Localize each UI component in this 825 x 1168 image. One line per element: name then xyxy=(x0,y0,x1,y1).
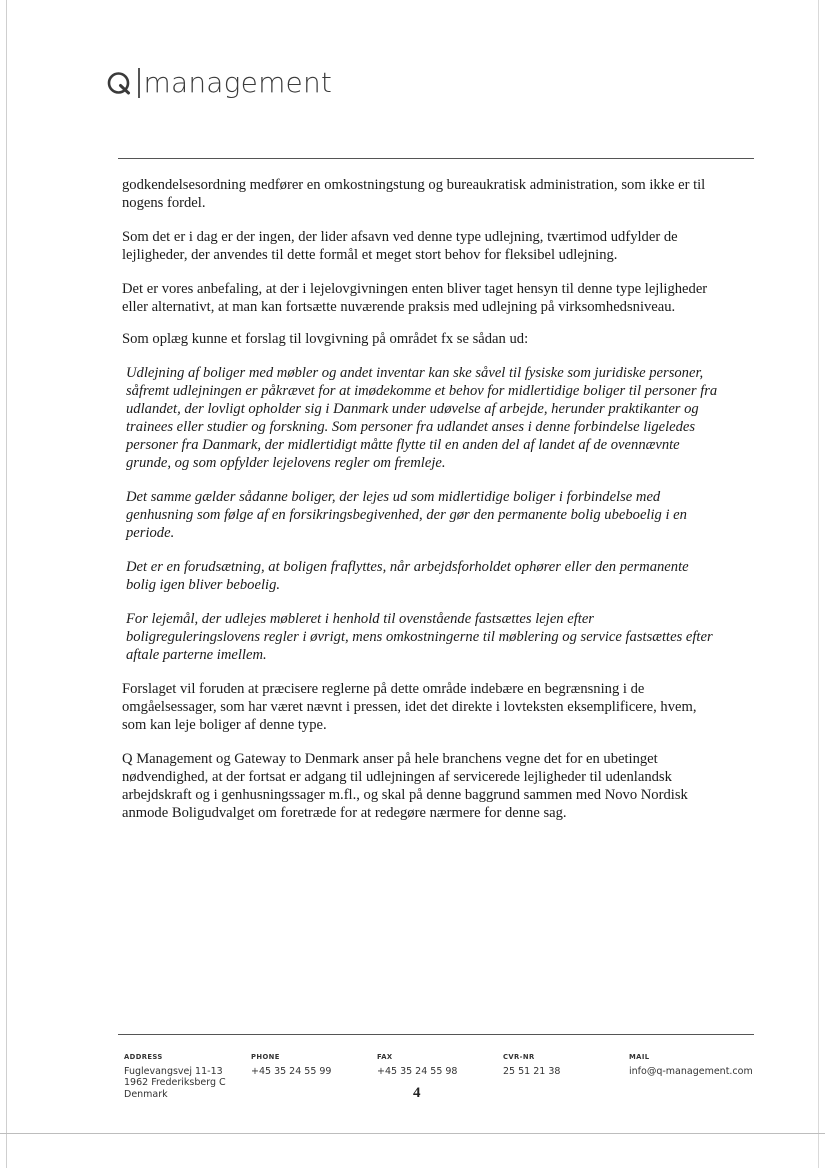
footer-label: ADDRESS xyxy=(124,1053,163,1061)
proposal-paragraph: Det er en forudsætning, at boligen fraflyttes, når arbejdsforholdet ophører eller den permanente bolig igen bliver beboelig. xyxy=(126,559,689,593)
address-line: Denmark xyxy=(124,1088,168,1100)
footer-phone xyxy=(251,1052,331,1077)
proposal-paragraph: Det samme gælder sådanne boliger, der lejes ud som midlertidige boliger i forbindelse med genhusning som følge af en forsikringsbegivenhed, der gør den permanente bolig ubeboelig i en periode. xyxy=(126,489,687,541)
footer-label: PHONE xyxy=(251,1053,280,1061)
proposal-paragraph: For lejemål, der udlejes møbleret i henhold til ovenstående fastsættes lejen efter boligreguleringslovens regler i øvrigt, mens omkostningerne til møblering og service fastsættes efter aftale parterne imellem. xyxy=(126,611,713,663)
company-logo xyxy=(106,66,332,99)
q-logo-icon xyxy=(106,70,132,96)
logo-text: management xyxy=(143,66,333,99)
footer-cvr xyxy=(503,1052,560,1077)
paragraph: Forslaget vil foruden at præcisere reglerne på dette område indebære en begrænsning i de omgåelsessager, som har været nævnt i pressen, idet det direkte i lovteksten eksemplificere, hvem, som kan leje boliger af denne type. xyxy=(122,681,697,733)
paragraph: Som det er i dag er der ingen, der lider afsavn ved denne type udlejning, tværtimod udfylder de lejligheder, der anvendes til dette formål et meget stort behov for fleksibel udlejning. xyxy=(122,229,678,263)
address-line: 1962 Frederiksberg C xyxy=(124,1077,226,1088)
fax-value: +45 35 24 55 98 xyxy=(377,1065,458,1077)
paragraph: godkendelsesordning medfører en omkostningstung og bureaukratisk administration, som ikke er til nogens fordel. xyxy=(122,177,706,211)
letter-body xyxy=(122,176,722,838)
footer-fax xyxy=(377,1052,457,1077)
footer-address xyxy=(124,1052,226,1100)
paragraph: Q Management og Gateway to Denmark anser på hele branchens vegne det for en ubetinget nødvendighed, at der fortsat er adgang til udlejningen af servicerede lejligheder til udenlandsk arbejdskraft og i genhusningssager m.fl., og skal på denne baggrund sammen med Novo Nordisk anmode Boligudvalget om foretræde for at redegøre nærmere for denne sag. xyxy=(122,751,688,821)
header-rule xyxy=(118,158,754,159)
logo-divider xyxy=(138,68,140,98)
phone-value: +45 35 24 55 99 xyxy=(251,1065,332,1077)
footer-label: FAX xyxy=(377,1053,393,1061)
footer-mail xyxy=(629,1052,753,1077)
mail-value: info@q-management.com xyxy=(629,1065,753,1077)
page-edge-left xyxy=(6,0,7,1168)
page-number: 4 xyxy=(413,1085,421,1101)
paragraph: Det er vores anbefaling, at der i lejelovgivningen enten bliver taget hensyn til denne type lejligheder eller alternativt, at man kan fortsætte nuværende praksis med udlejning på virksomhedsniveau. xyxy=(122,281,708,315)
paragraph: Som oplæg kunne et forslag til lovgivning på området fx se sådan ud: xyxy=(122,331,529,347)
footer-rule xyxy=(118,1034,754,1035)
proposal-paragraph: Udlejning af boliger med møbler og andet inventar kan ske såvel til fysiske som juridiske personer, såfremt udlejningen er påkrævet for at imødekomme et behov for midlertidige boliger til personer fra udlandet, der lovligt opholder sig i Danmark under udøvelse af arbejde, herunder praktikanter og trainees eller studier og forskning. Som personer fra udlandet anses i denne forbindelse ligeledes personer fra Danmark, der midlertidigt måtte flytte til en anden del af landet af de ovennævnte grunde, og som opfylder lejelovens regler om fremleje. xyxy=(126,365,718,471)
cvr-value: 25 51 21 38 xyxy=(503,1065,561,1077)
footer-label: CVR-NR xyxy=(503,1053,535,1061)
page-bottom-edge xyxy=(0,1133,825,1134)
page-edge-right xyxy=(818,0,819,1168)
address-line: Fuglevangsvej 11-13 xyxy=(124,1065,223,1077)
footer-label: MAIL xyxy=(629,1053,650,1061)
